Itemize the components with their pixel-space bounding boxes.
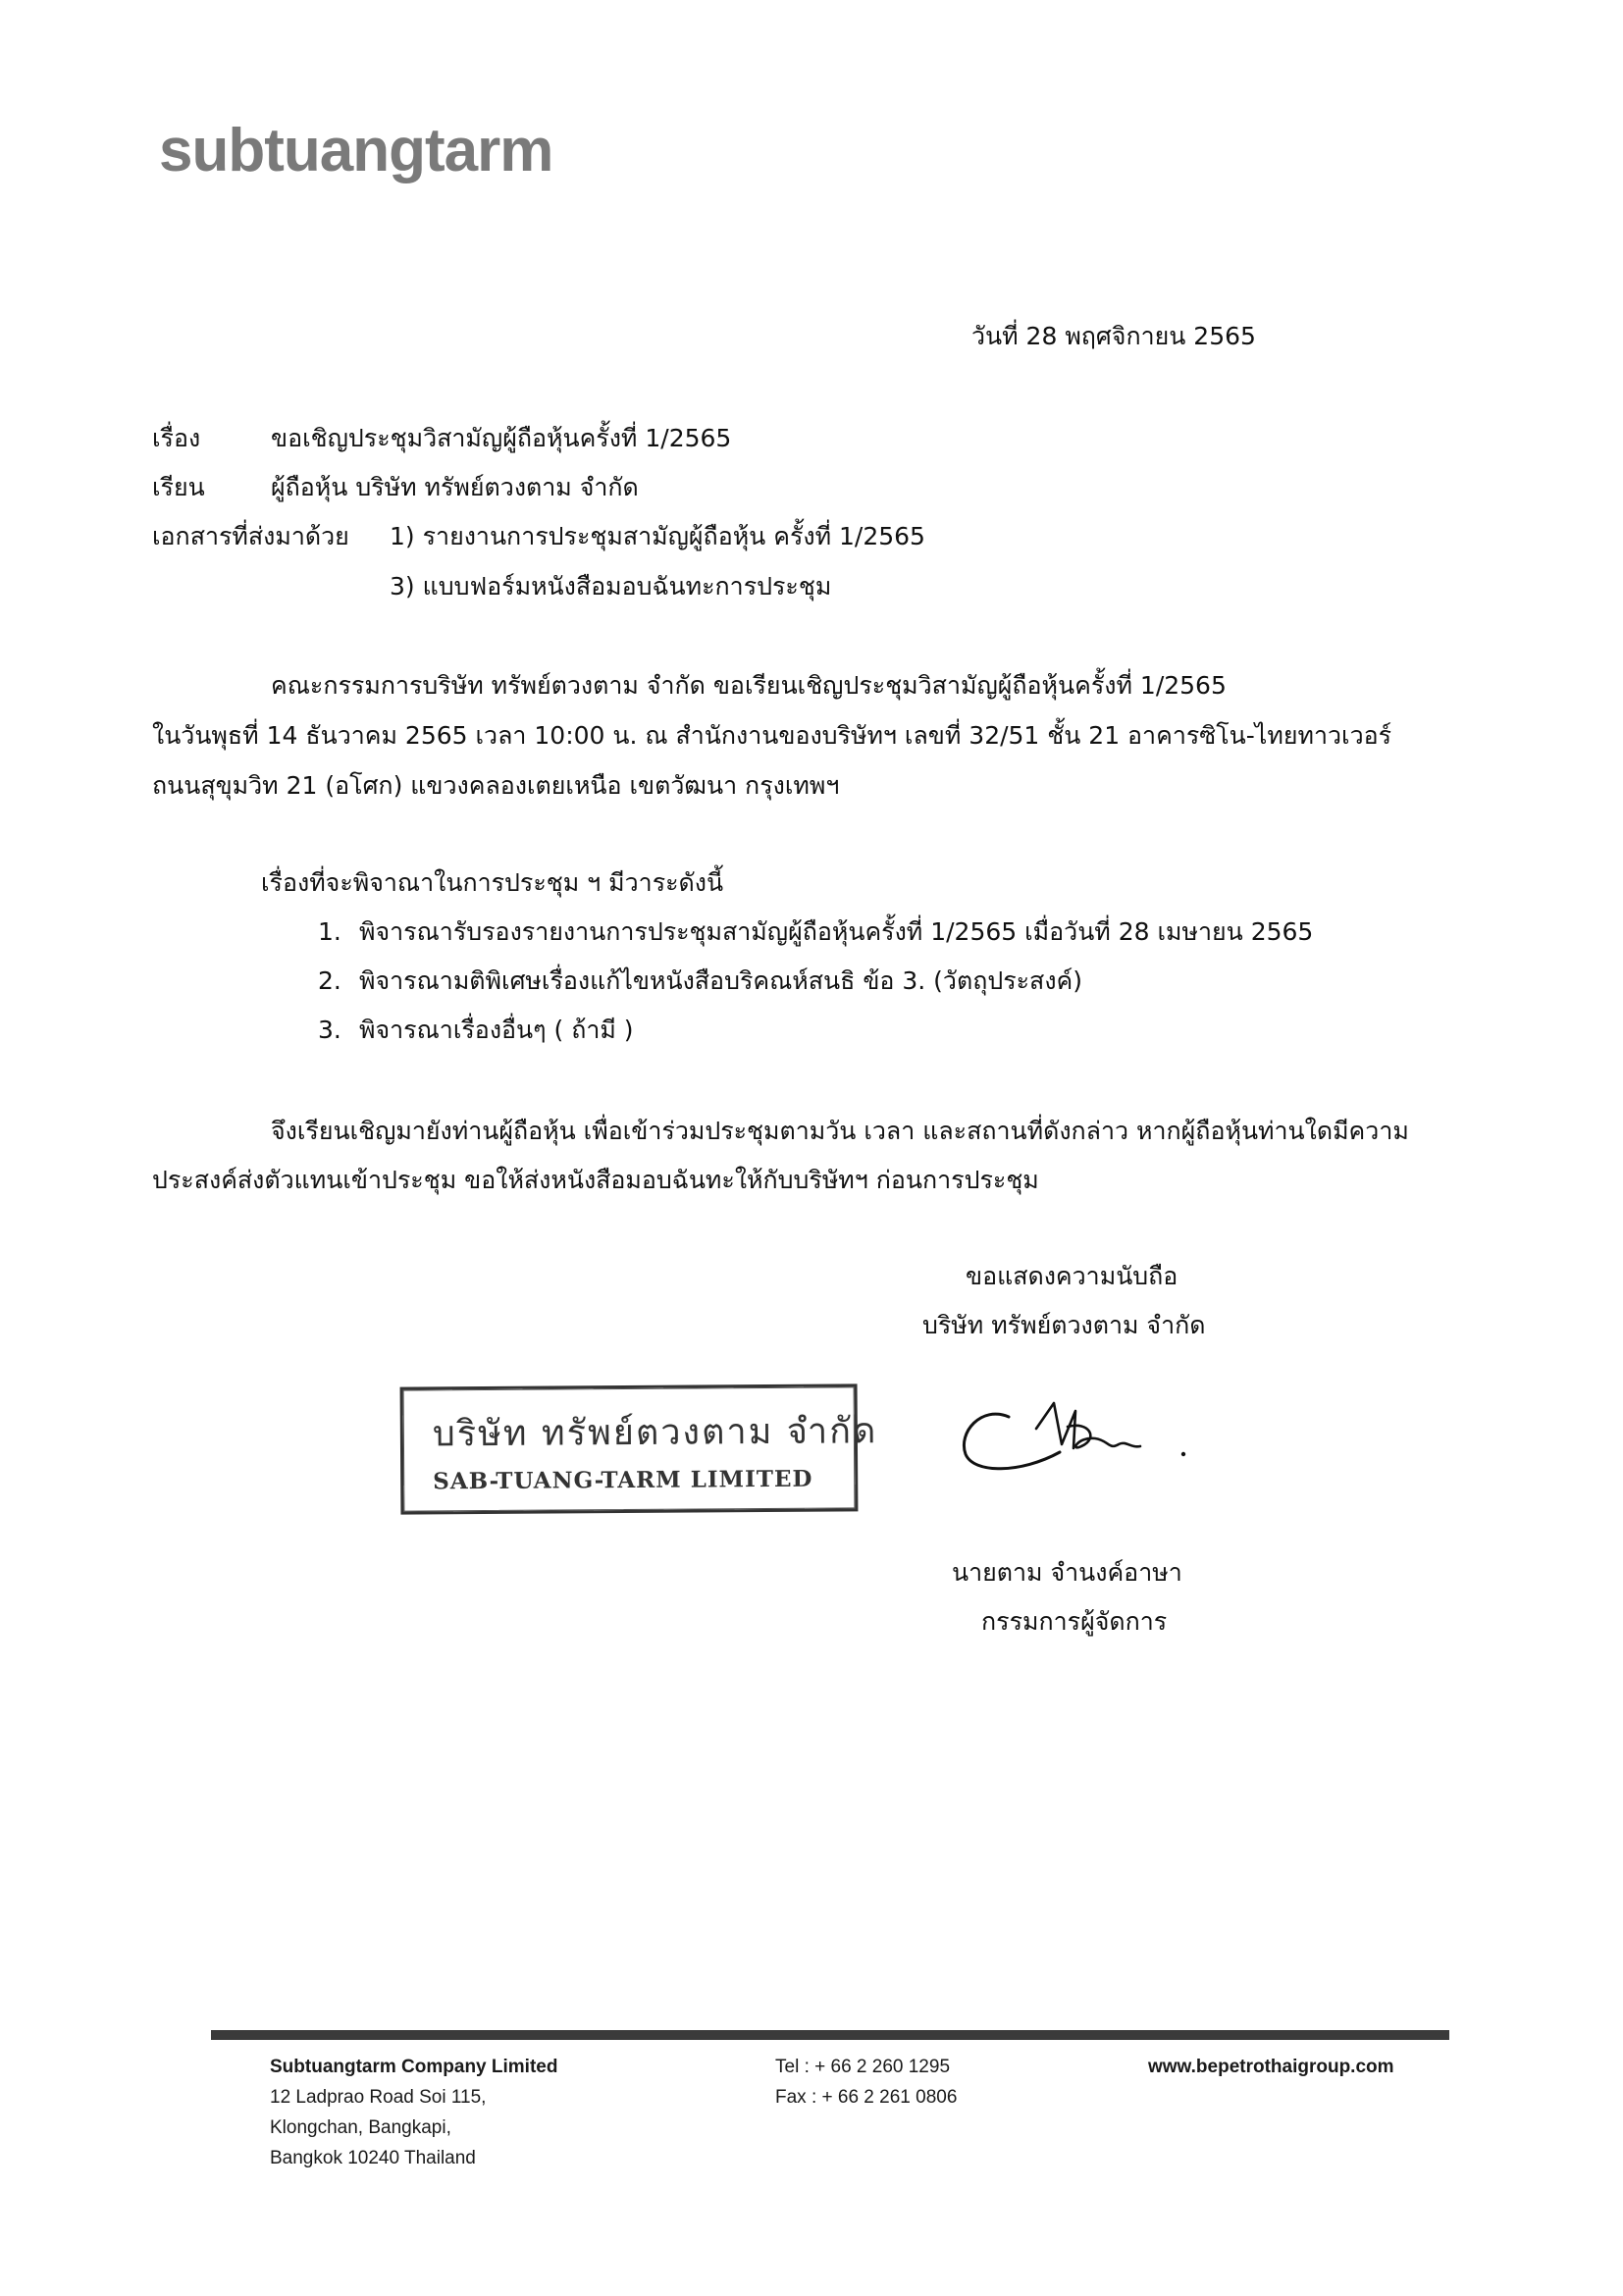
letter-date: วันที่ 28 พฤศจิกายน 2565 [971, 322, 1256, 350]
body-paragraph-line: จึงเรียนเชิญมายังท่านผู้ถือหุ้น เพื่อเข้าร่วมประชุมตามวัน เวลา และสถานที่ดังกล่าว หากผู้ถือหุ้นท่านใดมีความ [271, 1117, 1409, 1145]
agenda-intro: เรื่องที่จะพิจาณาในการประชุม ฯ มีวาระดังนี้ [261, 868, 724, 897]
closing-company: บริษัท ทรัพย์ตวงตาม จำกัด [922, 1311, 1206, 1339]
subject-value: ขอเชิญประชุมวิสามัญผู้ถือหุ้นครั้งที่ 1/2565 [271, 424, 732, 452]
agenda-item-number: 1. [318, 917, 341, 946]
closing-regards: ขอแสดงความนับถือ [966, 1262, 1178, 1290]
enclosure-label: เอกสารที่ส่งมาด้วย [152, 522, 349, 550]
agenda-item-number: 2. [318, 966, 341, 995]
stamp-english-name: SAB-TUANG-TARM LIMITED [433, 1465, 813, 1495]
signature-mark [952, 1383, 1207, 1491]
footer-address-line: Bangkok 10240 Thailand [270, 2148, 476, 2168]
body-paragraph-line: ถนนสุขุมวิท 21 (อโศก) แขวงคลองเตยเหนือ เขตวัฒนา กรุงเทพฯ [152, 771, 840, 800]
agenda-item-number: 3. [318, 1016, 341, 1044]
footer-address-line: 12 Ladprao Road Soi 115, [270, 2087, 487, 2108]
stamp-thai-name: บริษัท ทรัพย์ตวงตาม จำกัด [432, 1411, 878, 1455]
recipient-value: ผู้ถือหุ้น บริษัท ทรัพย์ตวงตาม จำกัด [271, 473, 639, 501]
footer-company-name: Subtuangtarm Company Limited [270, 2057, 558, 2077]
subject-label: เรื่อง [152, 424, 201, 452]
agenda-item-text: พิจารณารับรองรายงานการประชุมสามัญผู้ถือหุ้นครั้งที่ 1/2565 เมื่อวันที่ 28 เมษายน 2565 [359, 917, 1314, 946]
agenda-item-text: พิจารณาเรื่องอื่นๆ ( ถ้ามี ) [359, 1016, 634, 1044]
signer-title: กรรมการผู้จัดการ [981, 1607, 1168, 1636]
footer-fax: Fax : + 66 2 261 0806 [775, 2087, 958, 2108]
agenda-item-text: พิจารณามติพิเศษเรื่องแก้ไขหนังสือบริคณห์สนธิ ข้อ 3. (วัตถุประสงค์) [359, 966, 1082, 995]
body-paragraph-line: ประสงค์ส่งตัวแทนเข้าประชุม ขอให้ส่งหนังสือมอบฉันทะให้กับบริษัทฯ ก่อนการประชุม [152, 1166, 1039, 1194]
recipient-label: เรียน [152, 473, 205, 501]
footer-address-line: Klongchan, Bangkapi, [270, 2117, 451, 2138]
company-stamp [400, 1383, 878, 1514]
body-paragraph-line: คณะกรรมการบริษัท ทรัพย์ตวงตาม จำกัด ขอเรียนเชิญประชุมวิสามัญผู้ถือหุ้นครั้งที่ 1/2565 [271, 671, 1227, 700]
footer-tel: Tel : + 66 2 260 1295 [775, 2057, 951, 2077]
footer-website-link[interactable]: www.bepetrothaigroup.com [1148, 2057, 1394, 2077]
company-logo: subtuangtarm [159, 117, 553, 184]
enclosure-item: 1) รายงานการประชุมสามัญผู้ถือหุ้น ครั้งที่ 1/2565 [390, 522, 925, 550]
signer-name: นายตาม จำนงค์อาษา [952, 1558, 1182, 1587]
enclosure-item: 3) แบบฟอร์มหนังสือมอบฉันทะการประชุม [390, 572, 832, 600]
footer-divider [211, 2030, 1449, 2040]
body-paragraph-line: ในวันพุธที่ 14 ธันวาคม 2565 เวลา 10:00 น. ณ สำนักงานของบริษัทฯ เลขที่ 32/51 ชั้น 21 อาคารซิโน-ไทยทาวเวอร์ [152, 721, 1392, 750]
